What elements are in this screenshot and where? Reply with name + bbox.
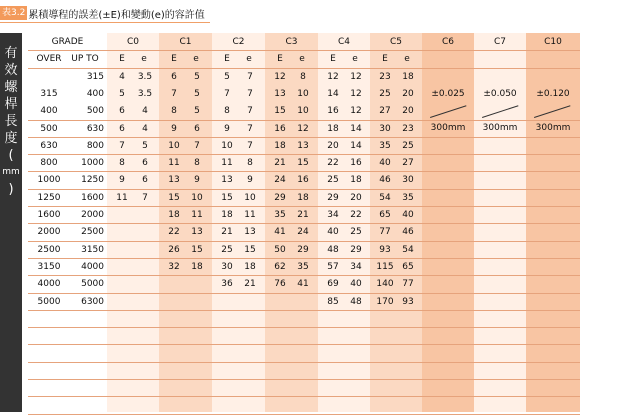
- variation-value: 18: [350, 175, 362, 185]
- grade-c0-header: C0: [126, 37, 139, 47]
- e-upper-header: E: [171, 54, 177, 64]
- up-to-value: 4000: [81, 262, 104, 272]
- variation-value: 6: [142, 175, 148, 185]
- variation-value: 5: [194, 106, 200, 116]
- tolerance-value-c7: ±0.050: [483, 89, 517, 99]
- accum-error-value: 6: [119, 106, 125, 116]
- up-to-value: 6300: [81, 297, 104, 307]
- variation-value: 6: [194, 124, 200, 134]
- accum-error-value: [163, 276, 185, 292]
- accum-error-value: 6: [171, 72, 177, 82]
- accum-error-value: 76: [274, 279, 286, 289]
- accum-error-value: 25: [379, 89, 391, 99]
- variation-value: 13: [244, 227, 256, 237]
- accum-error-value: 13: [274, 89, 286, 99]
- e-lower-header: e: [193, 54, 199, 64]
- over-value: 5000: [37, 297, 61, 307]
- variation-value: 93: [402, 297, 414, 307]
- accum-error-value: 23: [379, 72, 391, 82]
- variation-value: 7: [247, 72, 253, 82]
- grade-c1-header: C1: [179, 37, 192, 47]
- accum-error-value: 35: [274, 210, 286, 220]
- variation-value: 29: [350, 245, 362, 255]
- variation-value: 12: [350, 89, 362, 99]
- up-to-value: 800: [86, 141, 104, 151]
- accum-error-value: 21: [221, 227, 233, 237]
- accum-error-value: [111, 224, 133, 240]
- accum-error-value: 115: [376, 262, 394, 272]
- accum-error-value: 41: [274, 227, 286, 237]
- side-label-char: 有: [4, 46, 18, 61]
- side-label-char: 度: [4, 131, 18, 146]
- variation-value: 7: [142, 193, 148, 203]
- variation-value: 8: [194, 158, 200, 168]
- variation-value: 21: [297, 210, 309, 220]
- variation-value: 7: [194, 141, 200, 151]
- accum-error-value: 77: [379, 227, 391, 237]
- accum-error-value: 8: [171, 106, 177, 116]
- accum-error-value: 50: [274, 245, 286, 255]
- row-divider: [28, 396, 580, 397]
- variation-value: [133, 276, 157, 292]
- over-value: 400: [40, 106, 58, 116]
- variation-value: 15: [244, 245, 256, 255]
- over-value: 1250: [37, 193, 61, 203]
- variation-value: 25: [402, 141, 414, 151]
- side-label-char: 螺: [4, 80, 18, 95]
- variation-value: 15: [191, 245, 203, 255]
- accum-error-value: 35: [379, 141, 391, 151]
- accum-error-value: 11: [116, 193, 128, 203]
- variation-value: [185, 294, 209, 310]
- variation-value: 8: [247, 158, 253, 168]
- variation-value: 18: [297, 193, 309, 203]
- over-value: 315: [40, 89, 58, 99]
- accum-error-value: 18: [221, 210, 233, 220]
- up-to-value: 5000: [81, 279, 104, 289]
- over-value: 2500: [37, 245, 61, 255]
- accum-error-value: 21: [274, 158, 286, 168]
- grade-c3-header: C3: [285, 37, 298, 47]
- accum-error-value: [111, 294, 133, 310]
- variation-value: 54: [402, 245, 414, 255]
- up-to-value: 500: [86, 106, 104, 116]
- accum-error-value: 7: [224, 89, 230, 99]
- variation-value: 27: [402, 158, 414, 168]
- up-to-value: 3150: [81, 245, 104, 255]
- e-lower-header: e: [141, 54, 147, 64]
- accum-error-value: 22: [327, 158, 339, 168]
- accum-error-value: 62: [274, 262, 286, 272]
- over-value: 2000: [37, 227, 61, 237]
- side-label-char: 長: [4, 114, 18, 129]
- accum-error-value: 9: [224, 124, 230, 134]
- accum-error-value: 7: [171, 89, 177, 99]
- table-number-tag: 表3.2: [2, 8, 26, 18]
- variation-value: 7: [247, 89, 253, 99]
- accum-error-value: 16: [327, 106, 339, 116]
- accum-error-value: 18: [168, 210, 180, 220]
- accum-error-value: 12: [327, 72, 339, 82]
- accum-error-value: 7: [119, 141, 125, 151]
- accum-error-value: 15: [168, 193, 180, 203]
- grade-c2-header: C2: [232, 37, 245, 47]
- accum-error-value: 18: [327, 124, 339, 134]
- variation-value: [133, 259, 157, 275]
- variation-value: 3.5: [137, 89, 153, 99]
- up-to-value: 2500: [81, 227, 104, 237]
- variation-value: 6: [142, 158, 148, 168]
- accum-error-value: 4: [119, 72, 125, 82]
- accum-error-value: 14: [327, 89, 339, 99]
- over-value: 4000: [37, 279, 61, 289]
- variation-value: 18: [402, 72, 414, 82]
- accum-error-value: [111, 276, 133, 292]
- over-value: 800: [40, 158, 58, 168]
- grade-c4-header: C4: [337, 37, 350, 47]
- variation-value: 5: [194, 72, 200, 82]
- accum-error-value: 5: [224, 72, 230, 82]
- e-upper-header: E: [330, 54, 336, 64]
- variation-value: 3.5: [137, 72, 153, 82]
- accum-error-value: 11: [221, 158, 233, 168]
- grade-c6-header: C6: [441, 37, 454, 47]
- up-to-value: 2000: [81, 210, 104, 220]
- variation-value: 48: [350, 297, 362, 307]
- accum-error-value: 32: [168, 262, 180, 272]
- variation-value: 13: [297, 141, 309, 151]
- table-title-text: 累積導程的誤差(±E)和變動(e)的容許值: [28, 9, 205, 21]
- grade-c7-header: C7: [493, 37, 506, 47]
- row-divider: [28, 327, 580, 328]
- variation-value: 16: [350, 158, 362, 168]
- accum-error-value: 5: [119, 89, 125, 99]
- variation-value: 16: [297, 175, 309, 185]
- accum-error-value: 65: [379, 210, 391, 220]
- up-to-value: 630: [86, 124, 104, 134]
- variation-value: 29: [297, 245, 309, 255]
- accum-error-value: 34: [327, 210, 339, 220]
- tolerance-length-c7: 300mm: [482, 123, 518, 133]
- accum-error-value: 40: [379, 158, 391, 168]
- variation-value: 11: [244, 210, 256, 220]
- row-divider: [28, 414, 580, 415]
- over-value: [30, 69, 68, 85]
- up-to-value: 315: [86, 72, 104, 82]
- variation-value: 24: [297, 227, 309, 237]
- accum-error-value: [111, 242, 133, 258]
- accum-error-value: 25: [327, 175, 339, 185]
- variation-value: 8: [300, 72, 306, 82]
- variation-value: 40: [402, 210, 414, 220]
- accum-error-value: 85: [327, 297, 339, 307]
- accum-error-value: 16: [274, 124, 286, 134]
- variation-value: [133, 224, 157, 240]
- over-value: 1600: [37, 210, 61, 220]
- variation-value: 4: [142, 124, 148, 134]
- grade-header: GRADE: [51, 37, 84, 47]
- variation-value: 14: [350, 141, 362, 151]
- side-label-char: 效: [4, 63, 18, 78]
- accum-error-value: 8: [119, 158, 125, 168]
- row-divider: [28, 310, 580, 311]
- e-upper-header: E: [224, 54, 230, 64]
- e-upper-header: E: [119, 54, 125, 64]
- variation-value: 12: [350, 72, 362, 82]
- variation-value: 18: [244, 262, 256, 272]
- over-value: 3150: [37, 262, 61, 272]
- side-label-char: (: [8, 148, 14, 163]
- variation-value: 22: [350, 210, 362, 220]
- variation-value: 20: [350, 193, 362, 203]
- variation-value: 10: [191, 193, 203, 203]
- accum-error-value: 46: [379, 175, 391, 185]
- accum-error-value: 93: [379, 245, 391, 255]
- up-to-value: 400: [86, 89, 104, 99]
- accum-error-value: [216, 294, 238, 310]
- accum-error-value: 10: [221, 141, 233, 151]
- variation-value: 35: [297, 262, 309, 272]
- variation-value: 7: [247, 106, 253, 116]
- accum-error-value: 18: [274, 141, 286, 151]
- accum-error-value: 6: [119, 124, 125, 134]
- accum-error-value: 29: [327, 193, 339, 203]
- variation-value: [185, 276, 209, 292]
- accum-error-value: 13: [221, 175, 233, 185]
- accum-error-value: 9: [171, 124, 177, 134]
- accum-error-value: 27: [379, 106, 391, 116]
- variation-value: 10: [297, 106, 309, 116]
- accum-error-value: 25: [221, 245, 233, 255]
- grade-c5-header: C5: [389, 37, 402, 47]
- variation-value: 13: [191, 227, 203, 237]
- up-to-value: 1250: [81, 175, 104, 185]
- variation-value: 20: [402, 106, 414, 116]
- side-label-char: 桿: [4, 97, 18, 112]
- accum-error-value: 54: [379, 193, 391, 203]
- accum-error-value: [111, 207, 133, 223]
- variation-value: 15: [297, 158, 309, 168]
- over-value: 630: [40, 141, 58, 151]
- accum-error-value: [163, 294, 185, 310]
- variation-value: 30: [402, 175, 414, 185]
- accum-error-value: 26: [168, 245, 180, 255]
- accum-error-value: 15: [274, 106, 286, 116]
- accum-error-value: 9: [119, 175, 125, 185]
- tolerance-value-c6: ±0.025: [431, 89, 465, 99]
- tolerance-length-c10: 300mm: [535, 123, 571, 133]
- variation-value: 40: [350, 279, 362, 289]
- up-to-header: UP TO: [71, 54, 99, 64]
- variation-value: 21: [244, 279, 256, 289]
- e-lower-header: e: [404, 54, 410, 64]
- accum-error-value: 30: [221, 262, 233, 272]
- variation-value: 41: [297, 279, 309, 289]
- variation-value: [291, 294, 315, 310]
- side-label-char: mm: [2, 167, 20, 177]
- variation-value: 46: [402, 227, 414, 237]
- accum-error-value: [269, 294, 291, 310]
- accum-error-value: 30: [379, 124, 391, 134]
- variation-value: 20: [402, 89, 414, 99]
- variation-value: 9: [247, 175, 253, 185]
- accum-error-value: [111, 259, 133, 275]
- over-header: OVER: [36, 54, 62, 64]
- variation-value: [238, 294, 262, 310]
- accum-error-value: 20: [327, 141, 339, 151]
- variation-value: 7: [247, 124, 253, 134]
- e-upper-header: E: [382, 54, 388, 64]
- over-value: 1000: [37, 175, 61, 185]
- row-divider: [28, 362, 580, 363]
- side-label-char: ): [8, 182, 14, 197]
- variation-value: 11: [191, 210, 203, 220]
- row-divider: [28, 379, 580, 380]
- variation-value: 25: [350, 227, 362, 237]
- variation-value: [133, 294, 157, 310]
- variation-value: [133, 242, 157, 258]
- accum-error-value: 11: [168, 158, 180, 168]
- row-divider: [28, 344, 580, 345]
- variation-value: 10: [297, 89, 309, 99]
- accum-error-value: 170: [376, 297, 394, 307]
- variation-value: 65: [402, 262, 414, 272]
- e-lower-header: e: [246, 54, 252, 64]
- accum-error-value: 69: [327, 279, 339, 289]
- variation-value: 7: [247, 141, 253, 151]
- variation-value: 5: [142, 141, 148, 151]
- accum-error-value: 140: [376, 279, 394, 289]
- accum-error-value: 12: [274, 72, 286, 82]
- e-upper-header: E: [277, 54, 283, 64]
- variation-value: 12: [350, 106, 362, 116]
- up-to-value: 1600: [81, 193, 104, 203]
- accum-error-value: 36: [221, 279, 233, 289]
- accum-error-value: 40: [327, 227, 339, 237]
- variation-value: 10: [244, 193, 256, 203]
- variation-value: 18: [191, 262, 203, 272]
- variation-value: [133, 207, 157, 223]
- variation-value: 35: [402, 193, 414, 203]
- tolerance-value-c10: ±0.120: [536, 89, 570, 99]
- e-lower-header: e: [299, 54, 305, 64]
- accum-error-value: 48: [327, 245, 339, 255]
- accum-error-value: 57: [327, 262, 339, 272]
- variation-value: 14: [350, 124, 362, 134]
- accum-error-value: 29: [274, 193, 286, 203]
- e-lower-header: e: [352, 54, 358, 64]
- variation-value: 23: [402, 124, 414, 134]
- variation-value: 34: [350, 262, 362, 272]
- variation-value: 5: [194, 89, 200, 99]
- variation-value: 9: [194, 175, 200, 185]
- accum-error-value: 13: [168, 175, 180, 185]
- up-to-value: 1000: [81, 158, 104, 168]
- accum-error-value: 24: [274, 175, 286, 185]
- variation-value: 4: [142, 106, 148, 116]
- accum-error-value: 8: [224, 106, 230, 116]
- accum-error-value: 22: [168, 227, 180, 237]
- accum-error-value: 10: [168, 141, 180, 151]
- grade-c10-header: C10: [544, 37, 562, 47]
- over-value: 500: [40, 124, 58, 134]
- accum-error-value: 15: [221, 193, 233, 203]
- variation-value: 12: [297, 124, 309, 134]
- tolerance-length-c6: 300mm: [430, 123, 466, 133]
- variation-value: 77: [402, 279, 414, 289]
